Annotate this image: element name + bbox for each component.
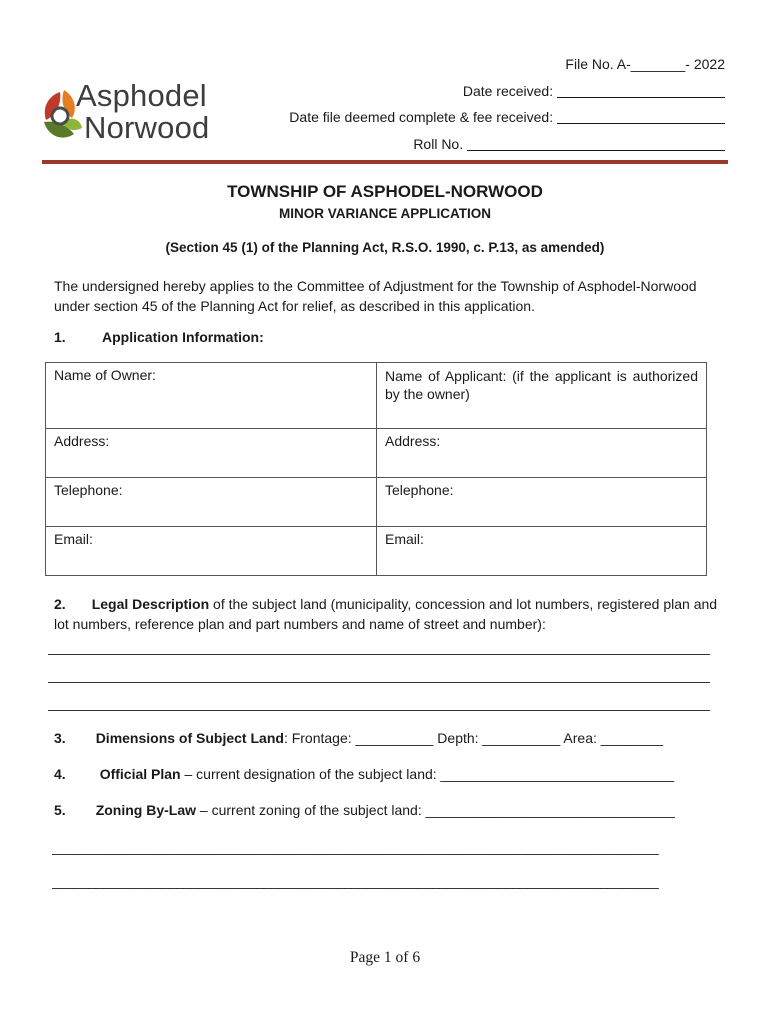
applicant-name-cell[interactable]: Name of Applicant: (if the applicant is authorized by the owner) — [377, 363, 707, 429]
section-2-text: of the subject land (municipality, concession and lot numbers, registered plan and lot numbers, reference plan and part numbers and name of street and number): — [54, 596, 718, 632]
date-complete-field[interactable] — [557, 109, 725, 124]
table-row — [46, 478, 707, 527]
intro-paragraph: The undersigned hereby applies to the Committee of Adjustment for the Township of Asphodel-Norwood under section 45 of the Planning Act for relief, as described in this application. — [54, 278, 697, 314]
applicant-address-cell[interactable]: Address: — [377, 429, 707, 478]
owner-address-cell[interactable]: Address: — [46, 429, 377, 478]
document-title: TOWNSHIP OF ASPHODEL-NORWOOD — [227, 182, 543, 201]
section-2-title: Legal Description — [91, 596, 210, 612]
logo-word-asphodel: Asphodel — [76, 78, 207, 113]
logo-word-norwood: Norwood — [84, 110, 210, 145]
section-4 — [54, 766, 674, 782]
applicant-email-cell[interactable]: Email: — [377, 527, 707, 576]
section-2 — [54, 594, 718, 634]
section-5 — [54, 802, 675, 818]
legal-description-line-2[interactable] — [48, 682, 710, 683]
owner-name-cell[interactable]: Name of Owner: — [46, 363, 377, 429]
table-row — [46, 429, 707, 478]
asphodel-norwood-logo — [40, 78, 250, 144]
frontage-field[interactable]: : Frontage: __________ — [283, 730, 434, 746]
date-received-label: Date received: — [462, 83, 554, 99]
section-reference: (Section 45 (1) of the Planning Act, R.S.O. 1990, c. P.13, as amended) — [165, 240, 605, 255]
section-3-title: Dimensions of Subject Land — [95, 730, 284, 746]
zoning-line-1[interactable]: ___________________________________________________________________________________ — [52, 840, 659, 855]
owner-email-cell[interactable]: Email: — [46, 527, 377, 576]
section-5-title: Zoning By-Law — [95, 802, 197, 818]
depth-field[interactable]: Depth: __________ — [437, 730, 561, 746]
file-no-blank[interactable]: _______ — [630, 56, 686, 72]
table-row — [46, 363, 707, 429]
zoning-line-2[interactable]: ___________________________________________________________________________________ — [52, 874, 659, 889]
roll-no-field[interactable] — [467, 136, 725, 151]
section-1-number: 1. — [54, 329, 66, 345]
date-complete-line — [289, 109, 725, 125]
section-3 — [54, 730, 663, 746]
section-2-number: 2. — [54, 596, 66, 612]
applicant-telephone-cell[interactable]: Telephone: — [377, 478, 707, 527]
legal-description-line-1[interactable] — [48, 654, 710, 655]
application-info-table — [45, 362, 707, 576]
area-field[interactable]: Area: ________ — [563, 730, 664, 746]
official-plan-field[interactable]: – current designation of the subject land: ______________________________ — [180, 766, 675, 782]
section-1-title: Application Information: — [102, 329, 264, 345]
header-divider — [42, 160, 728, 164]
roll-no-line — [413, 136, 725, 152]
owner-telephone-cell[interactable]: Telephone: — [46, 478, 377, 527]
zoning-field[interactable]: – current zoning of the subject land: ________________________________ — [196, 802, 675, 818]
file-no-year: - 2022 — [685, 56, 725, 72]
document-subtitle: MINOR VARIANCE APPLICATION — [279, 206, 491, 221]
roll-no-label: Roll No. — [413, 136, 464, 152]
section-3-number: 3. — [54, 730, 66, 746]
date-received-field[interactable] — [557, 83, 725, 98]
section-4-number: 4. — [54, 766, 66, 782]
section-5-number: 5. — [54, 802, 66, 818]
section-1-heading — [54, 329, 264, 345]
file-no-label: File No. A- — [565, 56, 631, 72]
table-row — [46, 527, 707, 576]
file-no-line — [565, 56, 725, 72]
page-number: Page 1 of 6 — [349, 949, 421, 966]
legal-description-line-3[interactable] — [48, 710, 710, 711]
section-4-title: Official Plan — [99, 766, 181, 782]
date-received-line — [463, 83, 725, 99]
date-complete-label: Date file deemed complete & fee received: — [289, 109, 554, 125]
